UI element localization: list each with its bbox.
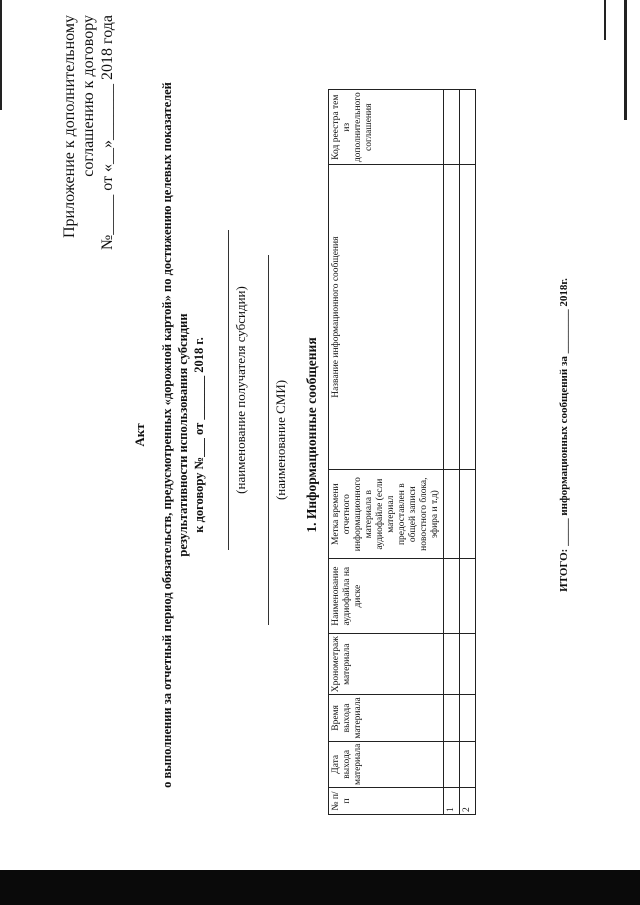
info-messages-table <box>328 89 476 815</box>
row-num: 1 <box>444 788 460 815</box>
row-cell <box>460 470 476 559</box>
header-message-title: Название информационного сообщения <box>329 165 444 470</box>
row-cell <box>444 559 460 634</box>
section-title: 1. Информационные сообщения <box>304 337 319 533</box>
header-audio-file: Наименование аудиофайла на диске <box>329 559 444 634</box>
appendix-line-3: №_____ от «__»_______ 2018 года <box>99 15 116 250</box>
header-timestamp: Метка времени отчетного информационного материала в аудиофайле (если материал предоставлен в общей записи новостного блока, эфира и т.д) <box>329 470 444 559</box>
media-underline <box>268 255 269 625</box>
table-row <box>460 90 476 815</box>
act-subtitle-1: о выполнении за отчетный период обязательств, предусмотренных «дорожной картой» по достижению целевых показателей <box>160 82 174 788</box>
rotated-document-page <box>60 15 620 855</box>
row-cell <box>460 695 476 741</box>
row-cell <box>460 741 476 787</box>
header-num: № п/п <box>329 788 444 815</box>
row-cell <box>444 741 460 787</box>
row-cell <box>460 634 476 695</box>
row-num: 2 <box>460 788 476 815</box>
act-title: Акт <box>132 423 147 447</box>
row-cell <box>460 90 476 165</box>
row-cell <box>444 695 460 741</box>
table-row <box>444 90 460 815</box>
scan-mark <box>0 0 2 110</box>
header-duration: Хронометраж материала <box>329 634 444 695</box>
row-cell <box>460 559 476 634</box>
header-time: Время выхода материала <box>329 695 444 741</box>
header-registry-code: Код реестра тем из дополнительного соглашения <box>329 90 444 165</box>
total-line: ИТОГО: _____ информационных сообщений за ________ 2018г. <box>558 278 570 592</box>
appendix-header <box>60 15 117 255</box>
act-subtitle-2: результативности использования субсидии <box>176 313 190 557</box>
row-cell <box>444 90 460 165</box>
scan-mark <box>624 0 627 120</box>
media-caption: (наименование СМИ) <box>273 379 288 501</box>
row-cell <box>460 165 476 470</box>
scan-bottom-bar <box>0 870 640 905</box>
act-subtitle-3: к договору №___ от _______ 2018 г. <box>192 337 206 533</box>
appendix-line-2: соглашению к договору <box>80 15 97 177</box>
row-cell <box>444 470 460 559</box>
recipient-caption: (наименование получателя субсидии) <box>233 286 248 494</box>
row-cell <box>444 634 460 695</box>
header-date: Дата выхода материала <box>329 741 444 787</box>
appendix-line-1: Приложение к дополнительному <box>61 15 78 239</box>
table-header-row <box>329 90 444 815</box>
recipient-underline <box>228 230 229 550</box>
row-cell <box>444 165 460 470</box>
